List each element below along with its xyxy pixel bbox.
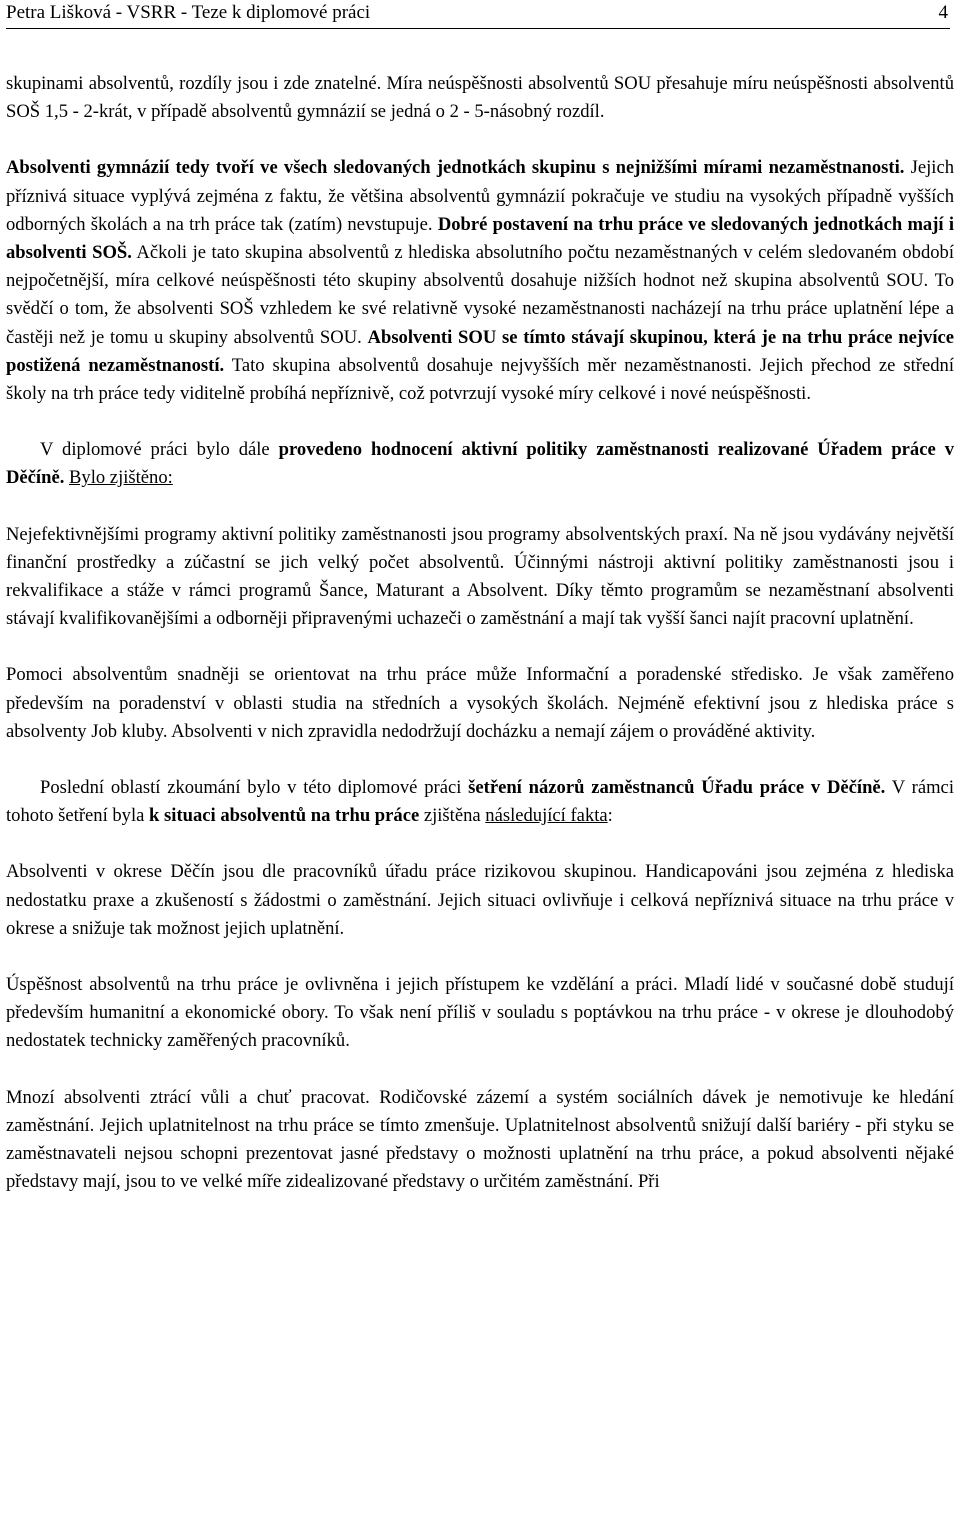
text-span: Mnozí absolventi ztrácí vůli a chuť pracovat. Rodičovské zázemí a systém sociálních dávek je nemotivuje ke hledání zaměstnání. Jejich uplatnitelnost na trhu práce se tímto zmenšuje. Uplatnitelnost absolventů snižují další bariéry - při styku se zaměstnavateli nejsou schopni prezentovat jasné představy o možnosti uplatnění na trhu práce, a pokud absolventi nějaké představy mají, jsou to ve velké míře zidealizované představy o určitém zaměstnání. Při [6,1086,954,1193]
text-span: Absolventi v okrese Děčín jsou dle pracovníků úřadu práce rizikovou skupinou. Handicapováni jsou zejména z hlediska nedostatku praxe a zkušeností s žádostmi o zaměstnání. Jejich situaci ovlivňuje i celková nepříznivá situace na trhu práce v okrese a snižuje tak možnost jejich uplatnění. [6,861,954,939]
paragraph-spacer [6,633,954,661]
text-span: : [607,805,613,827]
paragraph-1 [6,70,954,126]
bold-span: šetření názorů zaměstnanců Úřadu práce v Děčíně. [468,777,886,799]
text-span: V rámci tohoto šetření byla [6,777,954,827]
text-span: Úspěšnost absolventů na trhu práce je ovlivněna i jejich přístupem ke vzdělání a práci. Mladí lidé v současné době studují především humanitní a ekonomické obory. To však není příliš v souladu s poptávkou na trhu práce - v okrese je dlouhodobý nedostatek technicky zaměřených pracovníků. [6,974,954,1052]
paragraph-7 [6,858,954,943]
text-span: zjištěna [419,805,486,827]
paragraph-spacer [6,746,954,774]
header-title: Petra Lišková - VSRR - Teze k diplomové práci [6,2,371,23]
paragraph-5 [6,661,954,746]
page-header [6,0,950,29]
bold-span: k situaci absolventů na trhu práce [149,805,420,827]
text-span: Poslední oblastí zkoumání bylo v této diplomové práci [40,777,469,799]
paragraph-3 [6,436,954,492]
text-span: Jejich příznivá situace vyplývá zejména z faktu, že většina absolventů gymnázií pokračuje ve studiu na vysokých případně vyšších odborných školách a na trh práce tak (zatím) nevstupuje. [6,157,954,235]
paragraph-9 [6,1084,954,1197]
paragraph-spacer [6,1056,954,1084]
bold-span: Absolventi gymnázií tedy tvoří ve všech sledovaných jednotkách skupinu s nejnižšími mírami nezaměstnanosti. [6,157,905,179]
paragraph-6 [6,774,954,830]
paragraph-8 [6,971,954,1056]
bold-span: provedeno hodnocení aktivní politiky zaměstnanosti realizované Úřadem práce v Děčíně. [6,439,954,489]
underlined-span: Bylo zjištěno: [69,467,173,489]
page-number: 4 [938,2,948,23]
paragraph-spacer [6,943,954,971]
bold-span: Absolventi SOU se tímto stávají skupinou, která je na trhu práce nejvíce postižená nezaměstnaností. [6,326,955,376]
text-span: Nejefektivnějšími programy aktivní politiky zaměstnanosti jsou programy absolventských praxí. Na ně jsou vydávány největší finanční prostředky a zúčastní se jich velký počet absolventů. Účinnými nástroji aktivní politiky zaměstnanosti jsou i rekvalifikace a stáže v rámci programů Šance, Maturant a Absolvent. Díky těmto programům se nezaměstnaní absolventi stávají kvalifikovanějšími a odborněji připravenými uchazeči o zaměstnání a mají tak vyšší šanci najít pracovní uplatnění. [6,523,954,630]
paragraph-spacer [6,408,954,436]
text-span: Tato skupina absolventů dosahuje nejvyšších měr nezaměstnanosti. Jejich přechod ze střední školy na trh práce tedy viditelně probíhá nepříznivě, což potvrzují vysoké míry celkové i nové neúspěšnosti. [6,354,954,405]
text-span: V diplomové práci bylo dále [40,439,279,461]
paragraph-spacer [6,126,954,154]
text-span: skupinami absolventů, rozdíly jsou i zde znatelné. Míra neúspěšnosti absolventů SOU přesahuje míru neúspěšnosti absolventů SOŠ 1,5 - 2-krát, v případě absolventů gymnázií se jedná o 2 - 5-násobný rozdíl. [6,73,954,123]
paragraph-4 [6,521,954,634]
text-span: Pomoci absolventům snadněji se orientovat na trhu práce může Informační a poradenské středisko. Je však zaměřeno především na poradenství v oblasti studia na středních a vysokých školách. Nejméně efektivní jsou z hlediska práce s absolventy Job kluby. Absolventi v nich zpravidla nedodržují docházku a nemají zájem o prováděné aktivity. [6,664,954,742]
body-text [6,70,954,1197]
paragraph-spacer [6,830,954,858]
text-span: Ačkoli je tato skupina absolventů z hlediska absolutního počtu nezaměstnaných v celém sledovaném období nejpočetnější, míra celkové neúspěšnosti této skupiny absolventů dosahuje nižších hodnot než skupina absolventů SOU. To svědčí o tom, že absolventi SOŠ vzhledem ke své relativně vysoké nezaměstnanosti nacházejí na trhu práce uplatnění lépe a častěji než je tomu u skupiny absolventů SOU. [6,242,954,348]
paragraph-spacer [6,493,954,521]
paragraph-2 [6,154,954,408]
underlined-span: následující fakta [485,805,608,827]
bold-span: Dobré postavení na trhu práce ve sledovaných jednotkách mají i absolventi SOŠ. [6,213,954,264]
